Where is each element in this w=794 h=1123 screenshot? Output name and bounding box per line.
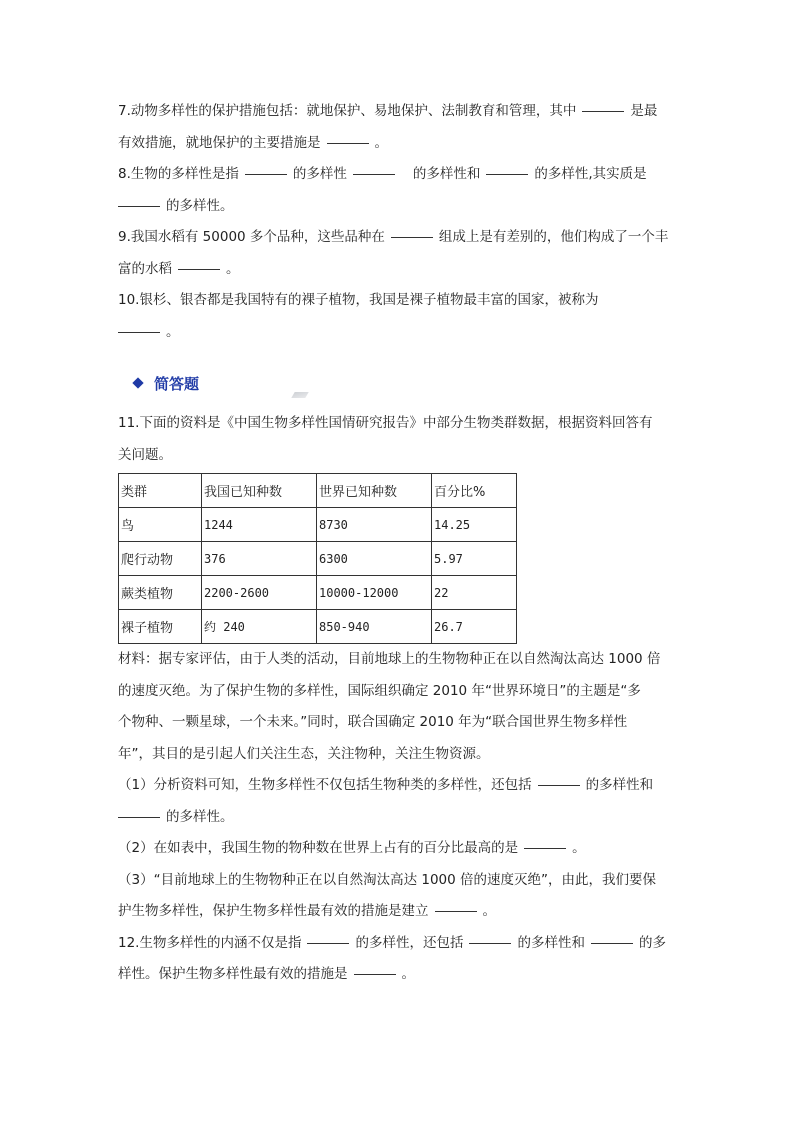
table-row xyxy=(119,508,517,542)
answer-blank[interactable] xyxy=(245,173,287,175)
table-cell: 裸子植物 xyxy=(119,610,202,644)
q8-text: 的多样性。 xyxy=(166,197,234,214)
answer-blank[interactable] xyxy=(524,847,566,849)
q11-sub1-text: 的多样性和 xyxy=(585,777,654,793)
question-9 xyxy=(118,222,678,285)
section-title: 简答题 xyxy=(154,374,200,393)
material-line: 材料：据专家评估，由于人类的活动，目前地球上的生物物种正在以自然淘汰高达 1000 倍 xyxy=(118,651,661,667)
q8-text: 的多样性,其实质是 xyxy=(534,166,647,182)
q7-text: 7.动物多样性的保护措施包括：就地保护、易地保护、法制教育和管理，其中 xyxy=(118,103,577,119)
answer-blank[interactable] xyxy=(591,942,633,944)
answer-blank[interactable] xyxy=(486,173,528,175)
answer-blank[interactable] xyxy=(353,173,395,175)
q9-text: 富的水稻 xyxy=(118,260,172,277)
answer-blank[interactable] xyxy=(118,331,160,333)
answer-blank[interactable] xyxy=(327,142,369,144)
q9-text: 组成上是有差别的，他们构成了一个丰 xyxy=(438,229,669,245)
worksheet-page xyxy=(118,96,678,991)
material-line: 的速度灭绝。为了保护生物的多样性，国际组织确定 2010 年“世界环境日”的主题是“多 xyxy=(118,682,641,699)
question-11-sub1 xyxy=(118,770,678,833)
table-cell: 850-940 xyxy=(317,610,432,644)
table-cell: 14.25 xyxy=(432,508,517,542)
table-header-cell: 类群 xyxy=(119,474,202,508)
q11-sub2-text: （2）在如表中，我国生物的物种数在世界上占有的百分比最高的是 xyxy=(118,840,519,856)
question-10 xyxy=(118,285,678,348)
table-cell: 8730 xyxy=(317,508,432,542)
question-12 xyxy=(118,928,678,991)
question-11-sub2 xyxy=(118,833,678,865)
q8-text: 8.生物的多样性是指 xyxy=(118,166,239,182)
q12-text: 的多样性，还包括 xyxy=(355,934,464,951)
answer-blank[interactable] xyxy=(307,942,349,944)
table-cell: 10000-12000 xyxy=(317,576,432,610)
q12-text: 的多 xyxy=(638,934,666,951)
question-11-material xyxy=(118,644,678,770)
q7-text: 。 xyxy=(374,134,388,151)
answer-blank[interactable] xyxy=(118,816,160,818)
table-cell: 26.7 xyxy=(432,610,517,644)
q12-text: 的多样性和 xyxy=(517,934,585,951)
q8-text: 的多样性和 xyxy=(412,166,481,182)
answer-blank[interactable] xyxy=(435,910,477,912)
answer-blank[interactable] xyxy=(469,942,511,944)
q12-text: 12.生物多样性的内涵不仅是指 xyxy=(118,934,302,951)
question-11-intro xyxy=(118,408,678,471)
table-cell: 蕨类植物 xyxy=(119,576,202,610)
q9-text: 9.我国水稻有 50000 多个品种，这些品种在 xyxy=(118,229,385,245)
answer-blank[interactable] xyxy=(582,110,624,112)
diamond-bullet-icon xyxy=(132,377,143,388)
table-cell: 约 240 xyxy=(202,610,317,644)
q10-text: 10.银杉、银杏都是我国特有的裸子植物，我国是裸子植物最丰富的国家，被称为 xyxy=(118,292,599,308)
answer-blank[interactable] xyxy=(354,973,396,975)
q12-text: 。 xyxy=(401,966,415,982)
q8-text: 的多样性 xyxy=(292,166,347,182)
table-cell: 6300 xyxy=(317,542,432,576)
table-row xyxy=(119,576,517,610)
q11-sub2-text: 。 xyxy=(572,840,586,856)
q7-text: 是最 xyxy=(630,103,658,119)
table-header-row xyxy=(119,474,517,508)
question-11-sub3 xyxy=(118,865,678,928)
table-cell: 22 xyxy=(432,576,517,610)
q11-sub1-text: （1）分析资料可知，生物多样性不仅包括生物种类的多样性，还包括 xyxy=(118,777,532,793)
table-row xyxy=(119,610,517,644)
answer-blank[interactable] xyxy=(118,205,160,207)
q11-sub3-text: 。 xyxy=(482,903,496,919)
q10-text: 。 xyxy=(166,323,180,340)
table-cell: 鸟 xyxy=(119,508,202,542)
table-cell: 1244 xyxy=(202,508,317,542)
q11-sub3-text: 护生物多样性，保护生物多样性最有效的措施是建立 xyxy=(118,903,429,919)
question-7 xyxy=(118,96,678,159)
answer-blank[interactable] xyxy=(391,236,433,238)
material-line: 年”，其目的是引起人们关注生态，关注物种，关注生物资源。 xyxy=(118,745,490,762)
table-cell: 2200-2600 xyxy=(202,576,317,610)
q11-sub1-text: 的多样性。 xyxy=(166,808,234,825)
q11-sub3-text: （3）“目前地球上的生物物种正在以自然淘汰高达 1000 倍的速度灭绝”，由此，我们要保 xyxy=(118,871,657,888)
table-header-cell: 世界已知种数 xyxy=(317,474,432,508)
q9-text: 。 xyxy=(226,260,240,277)
species-table xyxy=(118,473,517,644)
table-cell: 爬行动物 xyxy=(119,542,202,576)
section-heading xyxy=(118,364,678,402)
question-8 xyxy=(118,159,678,222)
table-header-cell: 我国已知种数 xyxy=(202,474,317,508)
q7-text: 有效措施，就地保护的主要措施是 xyxy=(118,134,321,151)
q12-text: 样性。保护生物多样性最有效的措施是 xyxy=(118,966,348,982)
answer-blank[interactable] xyxy=(538,784,580,786)
answer-blank[interactable] xyxy=(178,268,220,270)
material-line: 个物种、一颗星球，一个未来。”同时，联合国确定 2010 年为“联合国世界生物多样性 xyxy=(118,714,628,730)
table-cell: 5.97 xyxy=(432,542,517,576)
q11-text: 11.下面的资料是《中国生物多样性国情研究报告》中部分生物类群数据，根据资料回答有 xyxy=(118,415,653,431)
table-cell: 376 xyxy=(202,542,317,576)
table-header-cell: 百分比% xyxy=(432,474,517,508)
table-row xyxy=(119,542,517,576)
q11-text: 关问题。 xyxy=(118,446,172,463)
